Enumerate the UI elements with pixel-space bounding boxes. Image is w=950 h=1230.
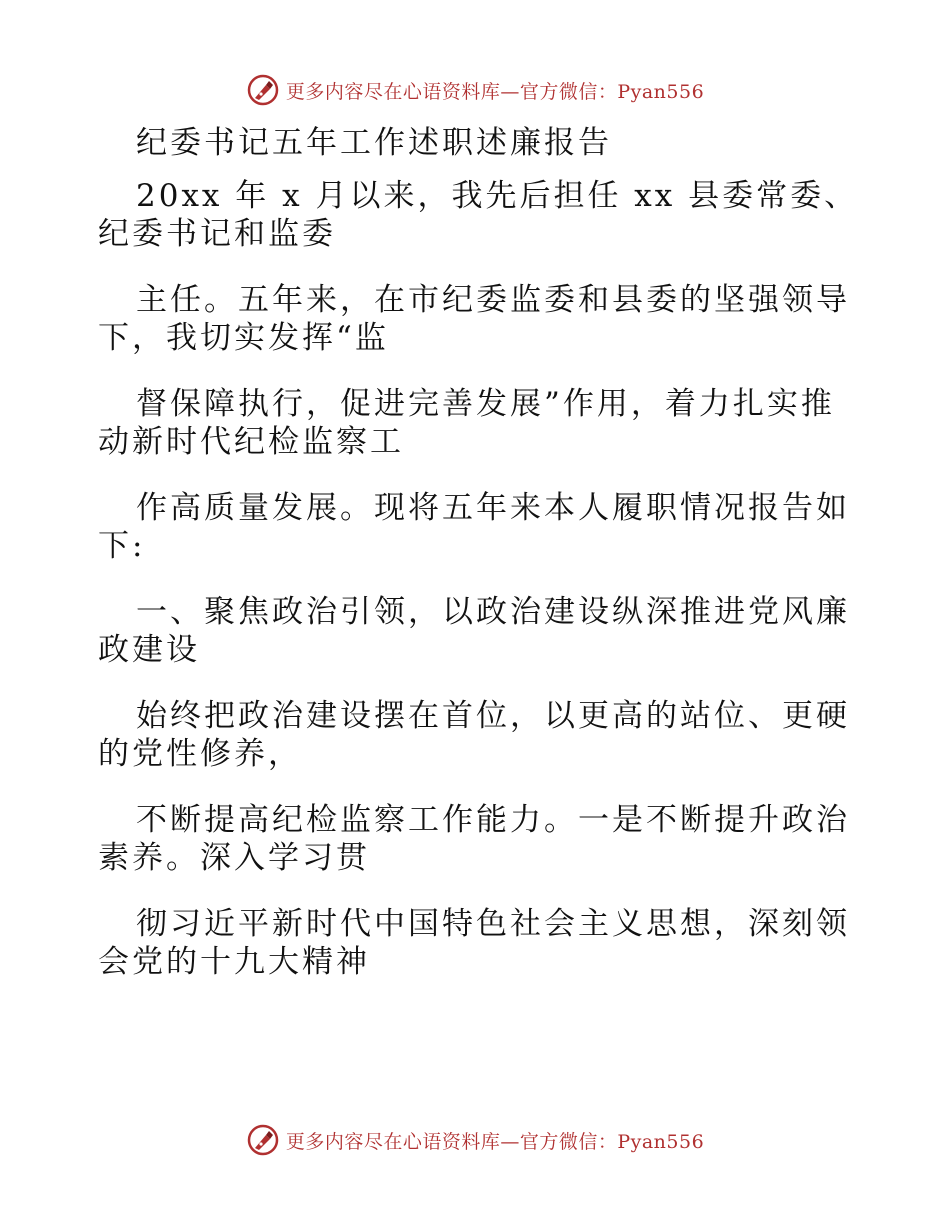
paragraph-line: 彻习近平新时代中国特色社会主义思想，深刻领 [136,906,850,942]
paragraph-line: 始终把政治建设摆在首位，以更高的站位、更硬 [136,698,850,734]
paragraph-line: 纪委书记和监委 [98,216,336,252]
paragraph-line: 督保障执行，促进完善发展”作用，着力扎实推 [136,386,835,422]
document-body [98,124,858,981]
footer-watermark [0,1120,950,1160]
paragraph-line: 动新时代纪检监察工 [98,424,404,460]
paragraph-line: 主任。五年来，在市纪委监委和县委的坚强领导 [136,282,850,318]
section-heading: 一、聚焦政治引领，以政治建设纵深推进党风廉 [136,594,850,630]
paragraph-line: 20xx 年 x 月以来，我先后担任 xx 县委常委、 [136,178,859,214]
watermark-text: 更多内容尽在心语资料库—官方微信：Pyan556 [285,80,705,103]
paragraph-line: 作高质量发展。现将五年来本人履职情况报告如 [136,490,850,526]
header-watermark [0,70,950,110]
pen-nib-logo-icon [246,73,280,107]
paragraph-line: 的党性修养， [98,736,302,772]
paragraph-line: 不断提高纪检监察工作能力。一是不断提升政治 [136,802,850,838]
paragraph-line: 素养。深入学习贯 [98,840,370,876]
pen-nib-logo-icon [246,1123,280,1157]
paragraph-line: 下: [98,528,146,564]
document-title: 纪委书记五年工作述职述廉报告 [136,125,612,161]
watermark-text: 更多内容尽在心语资料库—官方微信：Pyan556 [285,1130,705,1153]
paragraph-line: 会党的十九大精神 [98,944,370,980]
section-heading-continued: 政建设 [98,632,200,668]
paragraph-line: 下，我切实发挥“监 [98,320,389,356]
